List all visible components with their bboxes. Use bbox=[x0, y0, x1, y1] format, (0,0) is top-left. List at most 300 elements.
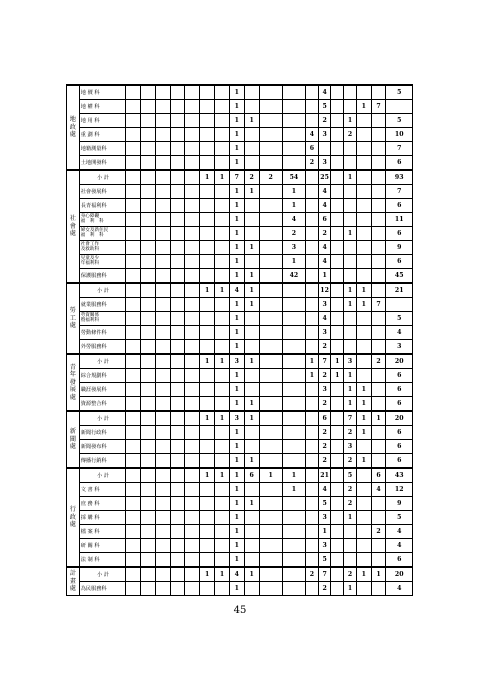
count-cell bbox=[331, 114, 344, 128]
count-cell bbox=[170, 85, 185, 100]
count-cell: 1 bbox=[229, 269, 244, 284]
count-cell bbox=[155, 426, 170, 440]
count-cell: 2 bbox=[318, 340, 331, 355]
count-cell bbox=[371, 553, 386, 568]
count-cell bbox=[200, 156, 215, 171]
count-cell bbox=[141, 85, 156, 100]
count-cell: 7 bbox=[344, 411, 357, 426]
count-cell bbox=[185, 354, 200, 369]
count-cell bbox=[200, 440, 215, 454]
count-cell bbox=[356, 142, 371, 156]
count-cell bbox=[259, 128, 282, 142]
count-cell: 1 bbox=[229, 497, 244, 511]
count-cell bbox=[126, 312, 141, 326]
count-cell bbox=[126, 170, 141, 185]
count-cell: 1 bbox=[344, 511, 357, 525]
count-cell: 10 bbox=[386, 128, 413, 142]
count-cell bbox=[155, 454, 170, 469]
count-cell: 1 bbox=[229, 156, 244, 171]
count-cell bbox=[331, 539, 344, 553]
subtotal-row bbox=[67, 468, 413, 483]
count-cell bbox=[126, 369, 141, 383]
count-cell: 1 bbox=[306, 369, 319, 383]
count-cell bbox=[200, 114, 215, 128]
count-cell bbox=[126, 440, 141, 454]
staffing-table bbox=[66, 84, 413, 596]
count-cell: 3 bbox=[318, 128, 331, 142]
count-cell bbox=[141, 483, 156, 497]
count-cell: 3 bbox=[318, 298, 331, 312]
count-cell bbox=[259, 440, 282, 454]
count-cell: 1 bbox=[344, 114, 357, 128]
count-cell bbox=[344, 255, 357, 269]
count-cell bbox=[244, 440, 259, 454]
count-cell: 1 bbox=[244, 114, 259, 128]
count-cell bbox=[244, 128, 259, 142]
count-cell bbox=[371, 369, 386, 383]
count-cell bbox=[185, 170, 200, 185]
count-cell bbox=[371, 582, 386, 596]
count-cell bbox=[306, 312, 319, 326]
count-cell: 2 bbox=[318, 369, 331, 383]
count-cell: 1 bbox=[215, 468, 230, 483]
count-cell bbox=[371, 497, 386, 511]
count-cell bbox=[244, 369, 259, 383]
count-cell: 1 bbox=[344, 397, 357, 412]
count-cell bbox=[155, 283, 170, 298]
count-cell bbox=[126, 411, 141, 426]
count-cell: 2 bbox=[344, 426, 357, 440]
count-cell bbox=[331, 269, 344, 284]
count-cell bbox=[141, 213, 156, 227]
count-cell: 1 bbox=[371, 411, 386, 426]
count-cell bbox=[356, 114, 371, 128]
count-cell bbox=[331, 468, 344, 483]
count-cell bbox=[155, 326, 170, 340]
count-cell bbox=[356, 85, 371, 100]
count-cell: 9 bbox=[386, 497, 413, 511]
count-cell bbox=[170, 199, 185, 213]
count-cell: 5 bbox=[386, 85, 413, 100]
table-row bbox=[67, 369, 413, 383]
count-cell bbox=[155, 312, 170, 326]
subtotal-label: 小 計 bbox=[79, 283, 126, 298]
count-cell bbox=[215, 128, 230, 142]
count-cell bbox=[170, 397, 185, 412]
count-cell bbox=[215, 241, 230, 255]
count-cell bbox=[344, 539, 357, 553]
count-cell: 4 bbox=[386, 326, 413, 340]
count-cell bbox=[185, 567, 200, 582]
count-cell: 1 bbox=[229, 312, 244, 326]
count-cell bbox=[155, 567, 170, 582]
count-cell: 1 bbox=[229, 100, 244, 114]
table-row bbox=[67, 156, 413, 171]
count-cell bbox=[306, 411, 319, 426]
count-cell bbox=[371, 227, 386, 241]
count-cell bbox=[344, 553, 357, 568]
count-cell: 1 bbox=[356, 426, 371, 440]
count-cell bbox=[170, 539, 185, 553]
count-cell bbox=[215, 312, 230, 326]
section-name-line: 婦女及新住民 bbox=[80, 227, 109, 233]
count-cell bbox=[141, 241, 156, 255]
count-cell bbox=[141, 185, 156, 199]
count-cell bbox=[306, 440, 319, 454]
count-cell bbox=[244, 553, 259, 568]
count-cell bbox=[371, 269, 386, 284]
count-cell bbox=[215, 269, 230, 284]
count-cell bbox=[155, 582, 170, 596]
count-cell bbox=[185, 511, 200, 525]
department-label: 計畫處 bbox=[67, 567, 80, 596]
count-cell bbox=[170, 383, 185, 397]
count-cell bbox=[259, 241, 282, 255]
count-cell bbox=[344, 100, 357, 114]
count-cell bbox=[318, 142, 331, 156]
count-cell bbox=[344, 340, 357, 355]
count-cell: 1 bbox=[200, 283, 215, 298]
count-cell bbox=[306, 185, 319, 199]
count-cell bbox=[331, 213, 344, 227]
count-cell: 4 bbox=[229, 283, 244, 298]
count-cell bbox=[215, 511, 230, 525]
count-cell: 3 bbox=[318, 326, 331, 340]
count-cell bbox=[356, 440, 371, 454]
count-cell bbox=[185, 213, 200, 227]
count-cell bbox=[331, 511, 344, 525]
count-cell bbox=[200, 383, 215, 397]
count-cell: 3 bbox=[229, 354, 244, 369]
count-cell bbox=[170, 468, 185, 483]
table-row bbox=[67, 213, 413, 227]
department-label: 地政處 bbox=[67, 85, 80, 170]
table-row bbox=[67, 497, 413, 511]
count-cell bbox=[155, 241, 170, 255]
count-cell bbox=[170, 354, 185, 369]
table-row bbox=[67, 100, 413, 114]
count-cell bbox=[141, 354, 156, 369]
count-cell bbox=[306, 298, 319, 312]
count-cell: 7 bbox=[371, 100, 386, 114]
count-cell bbox=[185, 114, 200, 128]
table-row bbox=[67, 582, 413, 596]
section-name-line: 勞資關係 bbox=[80, 312, 100, 318]
count-cell: 1 bbox=[229, 255, 244, 269]
count-cell bbox=[282, 340, 305, 355]
count-cell bbox=[356, 497, 371, 511]
count-cell bbox=[155, 85, 170, 100]
table-row bbox=[67, 511, 413, 525]
count-cell bbox=[259, 553, 282, 568]
count-cell bbox=[170, 269, 185, 284]
count-cell bbox=[282, 312, 305, 326]
count-cell bbox=[170, 298, 185, 312]
count-cell bbox=[331, 199, 344, 213]
count-cell: 1 bbox=[244, 411, 259, 426]
count-cell bbox=[282, 369, 305, 383]
count-cell: 6 bbox=[318, 411, 331, 426]
count-cell: 1 bbox=[344, 283, 357, 298]
count-cell bbox=[259, 369, 282, 383]
table-row bbox=[67, 255, 413, 269]
count-cell bbox=[215, 397, 230, 412]
count-cell bbox=[141, 539, 156, 553]
count-cell: 3 bbox=[318, 511, 331, 525]
count-cell bbox=[141, 255, 156, 269]
table-row bbox=[67, 397, 413, 412]
count-cell: 1 bbox=[259, 468, 282, 483]
count-cell: 3 bbox=[318, 539, 331, 553]
subtotal-row bbox=[67, 567, 413, 582]
count-cell bbox=[215, 369, 230, 383]
count-cell bbox=[215, 525, 230, 539]
count-cell: 1 bbox=[229, 397, 244, 412]
count-cell bbox=[306, 170, 319, 185]
count-cell: 1 bbox=[282, 468, 305, 483]
count-cell bbox=[244, 213, 259, 227]
count-cell bbox=[306, 269, 319, 284]
count-cell: 6 bbox=[386, 156, 413, 171]
count-cell bbox=[331, 185, 344, 199]
section-name bbox=[79, 255, 126, 269]
count-cell bbox=[215, 440, 230, 454]
count-cell bbox=[141, 283, 156, 298]
subtotal-label: 小 計 bbox=[79, 354, 126, 369]
count-cell bbox=[244, 312, 259, 326]
count-cell: 1 bbox=[331, 369, 344, 383]
count-cell: 1 bbox=[215, 354, 230, 369]
count-cell bbox=[141, 340, 156, 355]
table-row bbox=[67, 312, 413, 326]
count-cell bbox=[282, 354, 305, 369]
count-cell: 21 bbox=[386, 283, 413, 298]
section-name: 保護服務科 bbox=[79, 269, 126, 284]
count-cell: 3 bbox=[282, 241, 305, 255]
count-cell: 6 bbox=[386, 440, 413, 454]
count-cell: 7 bbox=[318, 567, 331, 582]
count-cell bbox=[200, 539, 215, 553]
count-cell bbox=[126, 567, 141, 582]
count-cell: 4 bbox=[386, 539, 413, 553]
table-row bbox=[67, 185, 413, 199]
count-cell bbox=[126, 269, 141, 284]
count-cell: 7 bbox=[229, 170, 244, 185]
department-label: 新聞處 bbox=[67, 411, 80, 468]
table-row bbox=[67, 553, 413, 568]
count-cell bbox=[371, 85, 386, 100]
count-cell bbox=[344, 269, 357, 284]
count-cell bbox=[215, 156, 230, 171]
count-cell bbox=[331, 567, 344, 582]
count-cell bbox=[259, 354, 282, 369]
count-cell bbox=[126, 85, 141, 100]
count-cell bbox=[259, 383, 282, 397]
count-cell: 1 bbox=[215, 170, 230, 185]
count-cell bbox=[306, 397, 319, 412]
count-cell bbox=[200, 497, 215, 511]
section-name: 地籍測量科 bbox=[79, 142, 126, 156]
section-name bbox=[79, 312, 126, 326]
count-cell bbox=[371, 142, 386, 156]
count-cell: 7 bbox=[318, 354, 331, 369]
count-cell bbox=[126, 199, 141, 213]
count-cell bbox=[126, 340, 141, 355]
count-cell: 1 bbox=[229, 539, 244, 553]
count-cell bbox=[155, 539, 170, 553]
count-cell: 1 bbox=[200, 354, 215, 369]
count-cell bbox=[344, 185, 357, 199]
section-name: 資源整合科 bbox=[79, 397, 126, 412]
count-cell bbox=[371, 213, 386, 227]
subtotal-label: 小 計 bbox=[79, 567, 126, 582]
count-cell bbox=[356, 582, 371, 596]
count-cell bbox=[259, 312, 282, 326]
count-cell bbox=[141, 411, 156, 426]
count-cell bbox=[331, 454, 344, 469]
count-cell: 5 bbox=[318, 553, 331, 568]
count-cell bbox=[170, 283, 185, 298]
count-cell: 1 bbox=[229, 525, 244, 539]
count-cell bbox=[155, 440, 170, 454]
count-cell bbox=[282, 582, 305, 596]
section-name-line: 社會工作 bbox=[80, 241, 100, 247]
count-cell: 4 bbox=[282, 213, 305, 227]
count-cell bbox=[126, 497, 141, 511]
subtotal-row bbox=[67, 354, 413, 369]
count-cell bbox=[306, 241, 319, 255]
count-cell bbox=[185, 227, 200, 241]
count-cell: 3 bbox=[318, 383, 331, 397]
count-cell bbox=[331, 283, 344, 298]
count-cell bbox=[126, 283, 141, 298]
subtotal-row bbox=[67, 283, 413, 298]
count-cell bbox=[306, 213, 319, 227]
count-cell bbox=[371, 312, 386, 326]
count-cell bbox=[155, 511, 170, 525]
count-cell bbox=[371, 128, 386, 142]
count-cell bbox=[200, 241, 215, 255]
count-cell bbox=[244, 199, 259, 213]
count-cell: 43 bbox=[386, 468, 413, 483]
count-cell bbox=[331, 426, 344, 440]
count-cell bbox=[126, 326, 141, 340]
table-row bbox=[67, 298, 413, 312]
count-cell: 1 bbox=[356, 567, 371, 582]
count-cell: 20 bbox=[386, 411, 413, 426]
count-cell bbox=[259, 511, 282, 525]
count-cell bbox=[185, 283, 200, 298]
count-cell bbox=[331, 142, 344, 156]
subtotal-row bbox=[67, 411, 413, 426]
count-cell: 1 bbox=[244, 567, 259, 582]
count-cell: 20 bbox=[386, 354, 413, 369]
count-cell bbox=[282, 454, 305, 469]
count-cell bbox=[185, 312, 200, 326]
section-name: 檔 案 科 bbox=[79, 525, 126, 539]
count-cell bbox=[306, 383, 319, 397]
count-cell bbox=[170, 142, 185, 156]
count-cell: 3 bbox=[318, 156, 331, 171]
count-cell bbox=[185, 483, 200, 497]
count-cell bbox=[371, 383, 386, 397]
count-cell bbox=[306, 283, 319, 298]
count-cell: 1 bbox=[356, 100, 371, 114]
count-cell bbox=[215, 298, 230, 312]
table-row bbox=[67, 383, 413, 397]
count-cell bbox=[259, 213, 282, 227]
subtotal-label: 小 計 bbox=[79, 411, 126, 426]
count-cell bbox=[371, 170, 386, 185]
count-cell bbox=[155, 497, 170, 511]
count-cell bbox=[306, 539, 319, 553]
count-cell bbox=[155, 156, 170, 171]
count-cell: 1 bbox=[229, 114, 244, 128]
count-cell: 3 bbox=[386, 340, 413, 355]
count-cell bbox=[244, 511, 259, 525]
count-cell: 1 bbox=[229, 383, 244, 397]
count-cell: 1 bbox=[282, 185, 305, 199]
count-cell: 2 bbox=[244, 170, 259, 185]
count-cell bbox=[126, 525, 141, 539]
count-cell bbox=[306, 454, 319, 469]
count-cell bbox=[244, 100, 259, 114]
count-cell bbox=[331, 553, 344, 568]
count-cell bbox=[126, 468, 141, 483]
table-row bbox=[67, 525, 413, 539]
count-cell: 2 bbox=[318, 397, 331, 412]
subtotal-row bbox=[67, 170, 413, 185]
count-cell bbox=[259, 298, 282, 312]
count-cell: 1 bbox=[244, 497, 259, 511]
count-cell: 1 bbox=[229, 553, 244, 568]
count-cell bbox=[331, 525, 344, 539]
count-cell bbox=[126, 213, 141, 227]
count-cell bbox=[259, 114, 282, 128]
count-cell bbox=[155, 397, 170, 412]
section-name: 長青福利科 bbox=[79, 199, 126, 213]
count-cell bbox=[185, 383, 200, 397]
count-cell: 6 bbox=[371, 468, 386, 483]
count-cell bbox=[215, 227, 230, 241]
count-cell bbox=[141, 383, 156, 397]
count-cell: 3 bbox=[344, 440, 357, 454]
count-cell: 5 bbox=[386, 114, 413, 128]
count-cell: 25 bbox=[318, 170, 331, 185]
count-cell bbox=[306, 468, 319, 483]
count-cell bbox=[306, 199, 319, 213]
count-cell: 5 bbox=[318, 497, 331, 511]
count-cell bbox=[356, 185, 371, 199]
table-row bbox=[67, 269, 413, 284]
count-cell bbox=[215, 539, 230, 553]
count-cell bbox=[155, 227, 170, 241]
count-cell bbox=[331, 255, 344, 269]
count-cell bbox=[344, 326, 357, 340]
count-cell: 1 bbox=[229, 85, 244, 100]
count-cell: 1 bbox=[229, 340, 244, 355]
count-cell: 7 bbox=[371, 298, 386, 312]
count-cell: 4 bbox=[371, 483, 386, 497]
count-cell bbox=[306, 114, 319, 128]
count-cell bbox=[185, 454, 200, 469]
count-cell bbox=[126, 241, 141, 255]
count-cell bbox=[356, 213, 371, 227]
count-cell bbox=[215, 142, 230, 156]
count-cell: 1 bbox=[344, 227, 357, 241]
count-cell bbox=[126, 255, 141, 269]
count-cell: 2 bbox=[371, 525, 386, 539]
